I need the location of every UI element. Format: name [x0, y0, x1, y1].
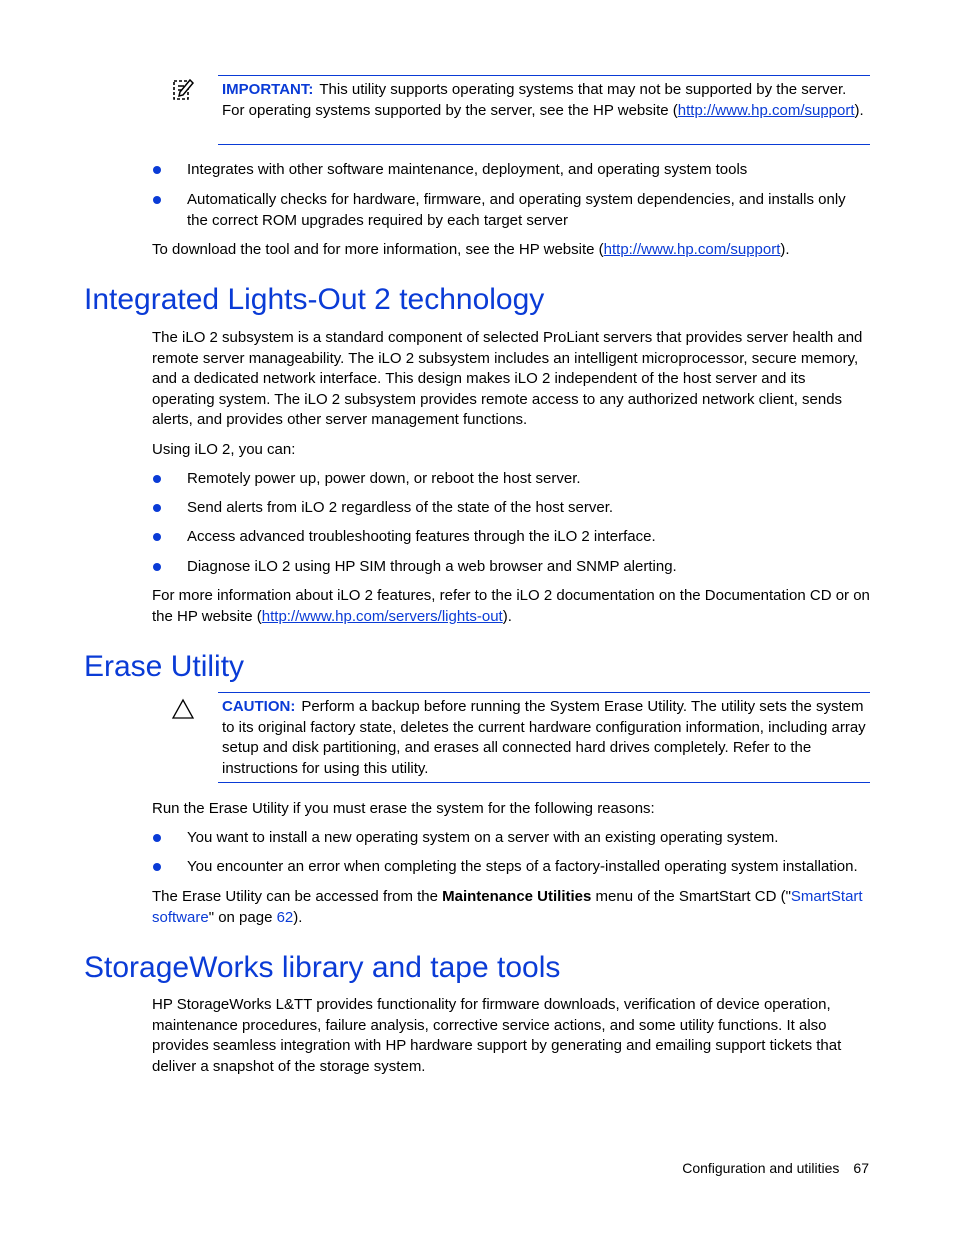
ilo-heading: Integrated Lights-Out 2 technology — [84, 283, 545, 316]
bullet-icon — [153, 166, 161, 174]
storageworks-heading: StorageWorks library and tape tools — [84, 951, 561, 984]
download-paragraph: To download the tool and for more information, see the HP website (http://www.hp.com/support). — [152, 241, 790, 258]
bullet-icon — [153, 533, 161, 541]
ilo-paragraph: The iLO 2 subsystem is a standard component of selected ProLiant servers that provides server health and remote server manageability. The iLO 2 subsystem includes an intelligent microprocessor, secure memory, and a dedicated network interface. This design makes iLO 2 independent of the host server and its operating system. The iLO 2 subsystem provides remote access to any authorized network client, sends alerts, and provides other server management functions. — [152, 329, 863, 428]
erase-access: The Erase Utility can be accessed from the Maintenance Utilities menu of the SmartStart CD ("SmartStart software" on page 62). — [152, 888, 863, 926]
bullet-icon — [153, 504, 161, 512]
list-item: Access advanced troubleshooting features through the iLO 2 interface. — [152, 527, 870, 548]
erase-intro: Run the Erase Utility if you must erase the system for the following reasons: — [152, 800, 655, 817]
caution-triangle-icon — [171, 698, 195, 720]
important-text: This utility supports operating systems that may not be supported by the server. For operating systems supported by the server, see the HP website ( — [222, 81, 847, 119]
ilo-intro: Using iLO 2, you can: — [152, 441, 296, 458]
list-item: Diagnose iLO 2 using HP SIM through a web browser and SNMP alerting. — [152, 557, 870, 578]
list-item: Send alerts from iLO 2 regardless of the state of the host server. — [152, 498, 870, 519]
bullet-icon — [153, 475, 161, 483]
erase-heading: Erase Utility — [84, 650, 245, 683]
ilo-more-info: For more information about iLO 2 features, refer to the iLO 2 documentation on the Documentation CD or on the HP website (http://www.hp.com/servers/lights-out). — [152, 587, 870, 625]
list-item: You encounter an error when completing the steps of a factory-installed operating system installation. — [152, 857, 870, 878]
bullet-icon — [153, 196, 161, 204]
page-footer — [682, 1158, 869, 1179]
storageworks-paragraph: HP StorageWorks L&TT provides functionality for firmware downloads, verification of device operation, maintenance procedures, failure analysis, corrective service actions, and some utility functions. It also provides seamless integration with HP hardware support by generating and emailing support tickets that deliver a snapshot of the storage system. — [152, 996, 842, 1075]
list-item: You want to install a new operating system on a server with an existing operating system. — [152, 828, 870, 849]
bullet-icon — [153, 563, 161, 571]
important-note-icon — [172, 78, 194, 102]
bullet-icon — [153, 863, 161, 871]
page-62-link[interactable]: 62 — [276, 908, 294, 926]
caution-label: CAUTION: — [222, 698, 296, 715]
list-item: Automatically checks for hardware, firmware, and operating system dependencies, and installs only the correct ROM upgrades required by each target server — [152, 190, 870, 231]
hp-support-link[interactable]: http://www.hp.com/support — [603, 241, 781, 258]
page-number: 67 — [853, 1160, 869, 1176]
maintenance-utilities-label: Maintenance Utilities — [442, 888, 592, 905]
smartstart-software-link[interactable]: SmartStart software — [152, 888, 863, 926]
important-note: IMPORTANT: This utility supports operating systems that may not be supported by the server. For operating systems supported by the server, see the HP website (http://www.hp.com/support). — [218, 75, 870, 145]
footer-section: Configuration and utilities — [682, 1160, 840, 1176]
caution-text: Perform a backup before running the System Erase Utility. The utility sets the system to its original factory state, deletes the current hardware configuration information, including array setup and disk partitioning, and erases all connected hard drives completely. Refer to the instructions for using this utility. — [222, 698, 866, 777]
caution-note — [218, 692, 870, 783]
hp-support-link[interactable]: http://www.hp.com/support — [677, 101, 855, 119]
lights-out-link[interactable]: http://www.hp.com/servers/lights-out — [261, 607, 503, 625]
important-label: IMPORTANT: — [222, 81, 314, 98]
bullet-icon — [153, 834, 161, 842]
list-item: Integrates with other software maintenance, deployment, and operating system tools — [152, 160, 870, 181]
list-item: Remotely power up, power down, or reboot the host server. — [152, 469, 870, 490]
